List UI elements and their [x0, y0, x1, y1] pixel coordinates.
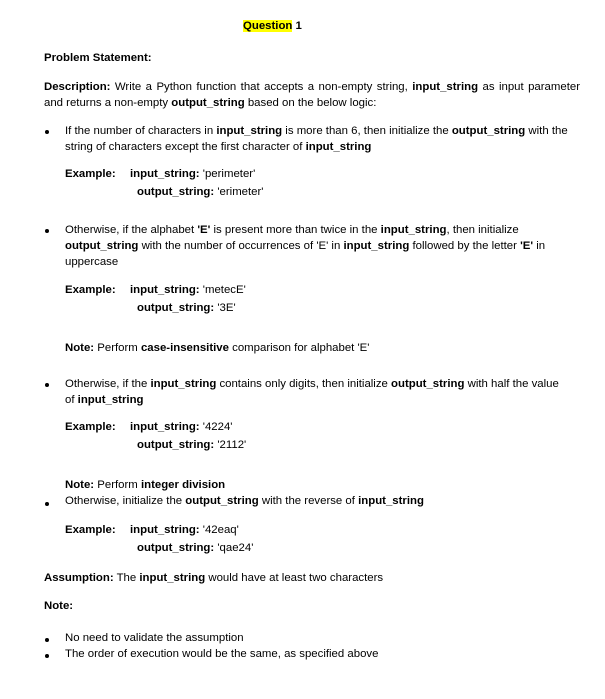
example-2-input: input_string: 'metecE' — [130, 284, 246, 296]
description-paragraph: Description: Write a Python function that accepts a non-empty string, input_string as input parameter and returns a non-empty output_string based on the below logic: — [44, 81, 580, 109]
rule-3: Otherwise, if the input_string contains only digits, then initialize output_string with half the value of input_string — [65, 378, 559, 406]
example-3-input: input_string: '4224' — [130, 421, 233, 433]
example-1-output: output_string: 'erimeter' — [137, 186, 264, 198]
bullet — [45, 229, 49, 233]
bullet — [45, 654, 49, 658]
rule-1: If the number of characters in input_string is more than 6, then initialize the output_string with the string of characters except the first character of input_string — [65, 125, 568, 153]
rule-2: Otherwise, if the alphabet 'E' is present more than twice in the input_string, then initialize output_string with the number of occurrences of 'E' in input_string followed by the letter 'E' in uppercase — [65, 224, 546, 268]
note-item: No need to validate the assumption — [65, 632, 244, 644]
example-2-output: output_string: '3E' — [137, 302, 236, 314]
question-heading — [243, 20, 302, 32]
note-item: The order of execution would be the same, as specified above — [65, 648, 379, 660]
example-1-input: input_string: 'perimeter' — [130, 168, 256, 180]
example-2-label: Example: — [65, 284, 116, 296]
note-heading: Note: — [44, 600, 74, 612]
bullet — [45, 502, 49, 506]
question-label: Question — [243, 20, 293, 32]
bullet — [45, 383, 49, 387]
question-number: 1 — [295, 20, 302, 32]
assumption: Assumption: The input_string would have at least two characters — [44, 572, 384, 584]
example-4-input: input_string: '42eaq' — [130, 524, 239, 536]
note-case-insensitive: Note: Perform case-insensitive comparison for alphabet 'E' — [65, 342, 370, 354]
problem-statement-heading: Problem Statement: — [44, 52, 152, 64]
example-4-output: output_string: 'qae24' — [137, 542, 254, 554]
bullet — [45, 130, 49, 134]
example-1-label: Example: — [65, 168, 116, 180]
example-3-label: Example: — [65, 421, 116, 433]
bullet — [45, 638, 49, 642]
note-integer-division: Note: Perform integer division — [65, 479, 226, 491]
example-4-label: Example: — [65, 524, 116, 536]
example-3-output: output_string: '2112' — [137, 439, 247, 451]
rule-4: Otherwise, initialize the output_string with the reverse of input_string — [65, 495, 424, 507]
